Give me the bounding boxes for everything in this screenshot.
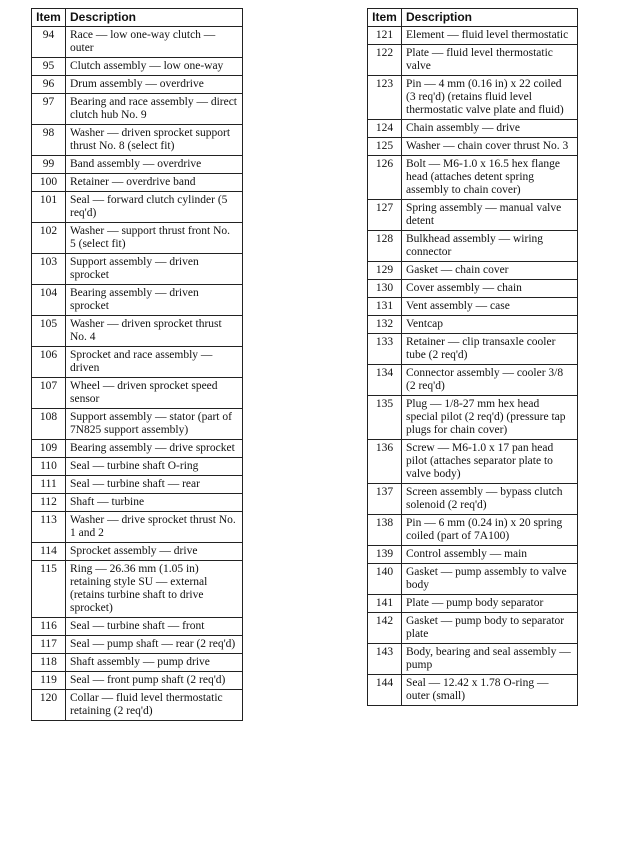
- item-description: Seal — forward clutch cylinder (5 req'd): [66, 192, 243, 223]
- header-row: [32, 9, 243, 27]
- description-header: Description: [66, 9, 243, 27]
- item-description: Seal — turbine shaft — front: [66, 618, 243, 636]
- item-description: Control assembly — main: [402, 546, 578, 564]
- item-description: Band assembly — overdrive: [66, 156, 243, 174]
- table-row: [32, 543, 243, 561]
- item-description: Bolt — M6-1.0 x 16.5 hex flange head (attaches detent spring assembly to chain cover): [402, 156, 578, 200]
- item-description: Support assembly — driven sprocket: [66, 254, 243, 285]
- item-description: Seal — front pump shaft (2 req'd): [66, 672, 243, 690]
- item-number: 144: [368, 675, 402, 706]
- item-description: Collar — fluid level thermostatic retaining (2 req'd): [66, 690, 243, 721]
- table-row: [368, 27, 578, 45]
- table-row: [368, 595, 578, 613]
- item-description: Connector assembly — cooler 3/8 (2 req'd): [402, 365, 578, 396]
- item-number: 97: [32, 94, 66, 125]
- item-number: 142: [368, 613, 402, 644]
- item-number: 141: [368, 595, 402, 613]
- table-row: [368, 396, 578, 440]
- item-number: 116: [32, 618, 66, 636]
- item-description: Retainer — overdrive band: [66, 174, 243, 192]
- table-row: [32, 654, 243, 672]
- item-number: 99: [32, 156, 66, 174]
- table-row: [32, 192, 243, 223]
- item-number: 94: [32, 27, 66, 58]
- item-number: 114: [32, 543, 66, 561]
- table-row: [32, 378, 243, 409]
- item-number: 139: [368, 546, 402, 564]
- table-row: [32, 58, 243, 76]
- item-description: Support assembly — stator (part of 7N825 support assembly): [66, 409, 243, 440]
- item-number: 120: [32, 690, 66, 721]
- item-number: 101: [32, 192, 66, 223]
- item-number: 124: [368, 120, 402, 138]
- table-row: [32, 174, 243, 192]
- item-description: Plate — fluid level thermostatic valve: [402, 45, 578, 76]
- item-description: Gasket — pump body to separator plate: [402, 613, 578, 644]
- item-number: 115: [32, 561, 66, 618]
- item-number: 118: [32, 654, 66, 672]
- item-number: 123: [368, 76, 402, 120]
- item-number: 135: [368, 396, 402, 440]
- table-row: [32, 76, 243, 94]
- table-row: [32, 27, 243, 58]
- table-row: [368, 76, 578, 120]
- item-number: 117: [32, 636, 66, 654]
- item-description: Ring — 26.36 mm (1.05 in) retaining style SU — external (retains turbine shaft to drive sprocket): [66, 561, 243, 618]
- table-row: [368, 440, 578, 484]
- table-row: [368, 298, 578, 316]
- item-number: 130: [368, 280, 402, 298]
- item-number: 143: [368, 644, 402, 675]
- item-description: Shaft — turbine: [66, 494, 243, 512]
- table-row: [32, 254, 243, 285]
- description-header: Description: [402, 9, 578, 27]
- item-number: 110: [32, 458, 66, 476]
- table-row: [368, 644, 578, 675]
- item-description: Gasket — chain cover: [402, 262, 578, 280]
- item-number: 133: [368, 334, 402, 365]
- table-row: [32, 285, 243, 316]
- item-description: Retainer — clip transaxle cooler tube (2 req'd): [402, 334, 578, 365]
- item-description: Washer — driven sprocket thrust No. 4: [66, 316, 243, 347]
- item-description: Screw — M6-1.0 x 17 pan head pilot (attaches separator plate to valve body): [402, 440, 578, 484]
- item-description: Washer — drive sprocket thrust No. 1 and 2: [66, 512, 243, 543]
- table-row: [32, 690, 243, 721]
- table-row: [368, 156, 578, 200]
- item-number: 126: [368, 156, 402, 200]
- item-description: Cover assembly — chain: [402, 280, 578, 298]
- table-row: [32, 672, 243, 690]
- table-row: [368, 231, 578, 262]
- table-row: [32, 125, 243, 156]
- item-description: Seal — turbine shaft O-ring: [66, 458, 243, 476]
- table-row: [32, 223, 243, 254]
- table-row: [368, 138, 578, 156]
- item-number: 132: [368, 316, 402, 334]
- item-description: Sprocket and race assembly — driven: [66, 347, 243, 378]
- item-description: Screen assembly — bypass clutch solenoid (2 req'd): [402, 484, 578, 515]
- item-number: 131: [368, 298, 402, 316]
- table-row: [368, 120, 578, 138]
- table-row: [32, 476, 243, 494]
- table-row: [368, 334, 578, 365]
- item-description: Plate — pump body separator: [402, 595, 578, 613]
- table-row: [368, 316, 578, 334]
- table-row: [32, 636, 243, 654]
- item-number: 127: [368, 200, 402, 231]
- table-row: [368, 45, 578, 76]
- item-description: Washer — support thrust front No. 5 (select fit): [66, 223, 243, 254]
- table-row: [32, 494, 243, 512]
- item-number: 137: [368, 484, 402, 515]
- item-number: 96: [32, 76, 66, 94]
- table-row: [32, 94, 243, 125]
- item-number: 129: [368, 262, 402, 280]
- table-row: [368, 484, 578, 515]
- table-row: [368, 262, 578, 280]
- item-description: Sprocket assembly — drive: [66, 543, 243, 561]
- item-description: Seal — pump shaft — rear (2 req'd): [66, 636, 243, 654]
- item-number: 119: [32, 672, 66, 690]
- table-row: [368, 200, 578, 231]
- item-description: Seal — turbine shaft — rear: [66, 476, 243, 494]
- parts-table-right: [367, 8, 578, 706]
- item-number: 134: [368, 365, 402, 396]
- item-number: 111: [32, 476, 66, 494]
- table-row: [368, 365, 578, 396]
- item-description: Chain assembly — drive: [402, 120, 578, 138]
- item-description: Bearing assembly — drive sprocket: [66, 440, 243, 458]
- item-number: 103: [32, 254, 66, 285]
- item-description: Vent assembly — case: [402, 298, 578, 316]
- item-description: Bearing assembly — driven sprocket: [66, 285, 243, 316]
- table-row: [32, 440, 243, 458]
- table-row: [368, 546, 578, 564]
- item-number: 95: [32, 58, 66, 76]
- table-row: [32, 409, 243, 440]
- item-description: Race — low one-way clutch — outer: [66, 27, 243, 58]
- item-description: Element — fluid level thermostatic: [402, 27, 578, 45]
- table-row: [32, 458, 243, 476]
- table-row: [32, 618, 243, 636]
- item-number: 136: [368, 440, 402, 484]
- item-description: Wheel — driven sprocket speed sensor: [66, 378, 243, 409]
- item-description: Drum assembly — overdrive: [66, 76, 243, 94]
- table-row: [368, 675, 578, 706]
- table-row: [32, 512, 243, 543]
- item-number: 105: [32, 316, 66, 347]
- item-number: 140: [368, 564, 402, 595]
- table-row: [368, 280, 578, 298]
- table-row: [368, 515, 578, 546]
- item-number: 138: [368, 515, 402, 546]
- header-row: [368, 9, 578, 27]
- item-header: Item: [368, 9, 402, 27]
- item-description: Shaft assembly — pump drive: [66, 654, 243, 672]
- item-number: 122: [368, 45, 402, 76]
- item-number: 113: [32, 512, 66, 543]
- table-row: [32, 156, 243, 174]
- item-number: 104: [32, 285, 66, 316]
- item-description: Washer — driven sprocket support thrust No. 8 (select fit): [66, 125, 243, 156]
- item-number: 121: [368, 27, 402, 45]
- item-number: 98: [32, 125, 66, 156]
- item-number: 125: [368, 138, 402, 156]
- item-description: Gasket — pump assembly to valve body: [402, 564, 578, 595]
- item-number: 109: [32, 440, 66, 458]
- item-description: Pin — 4 mm (0.16 in) x 22 coiled (3 req'd) (retains fluid level thermostatic valve plate and fluid): [402, 76, 578, 120]
- item-description: Bulkhead assembly — wiring connector: [402, 231, 578, 262]
- item-description: Washer — chain cover thrust No. 3: [402, 138, 578, 156]
- item-description: Bearing and race assembly — direct clutch hub No. 9: [66, 94, 243, 125]
- item-number: 107: [32, 378, 66, 409]
- item-description: Plug — 1/8-27 mm hex head special pilot (2 req'd) (pressure tap plugs for chain cover): [402, 396, 578, 440]
- item-number: 108: [32, 409, 66, 440]
- item-description: Pin — 6 mm (0.24 in) x 20 spring coiled (part of 7A100): [402, 515, 578, 546]
- item-description: Spring assembly — manual valve detent: [402, 200, 578, 231]
- table-row: [32, 561, 243, 618]
- table-row: [32, 347, 243, 378]
- item-description: Ventcap: [402, 316, 578, 334]
- table-row: [368, 613, 578, 644]
- item-description: Clutch assembly — low one-way: [66, 58, 243, 76]
- item-number: 128: [368, 231, 402, 262]
- table-row: [32, 316, 243, 347]
- item-number: 100: [32, 174, 66, 192]
- table-row: [368, 564, 578, 595]
- item-number: 112: [32, 494, 66, 512]
- parts-table-left: [31, 8, 243, 721]
- item-description: Body, bearing and seal assembly — pump: [402, 644, 578, 675]
- item-description: Seal — 12.42 x 1.78 O-ring — outer (small): [402, 675, 578, 706]
- item-number: 106: [32, 347, 66, 378]
- item-header: Item: [32, 9, 66, 27]
- item-number: 102: [32, 223, 66, 254]
